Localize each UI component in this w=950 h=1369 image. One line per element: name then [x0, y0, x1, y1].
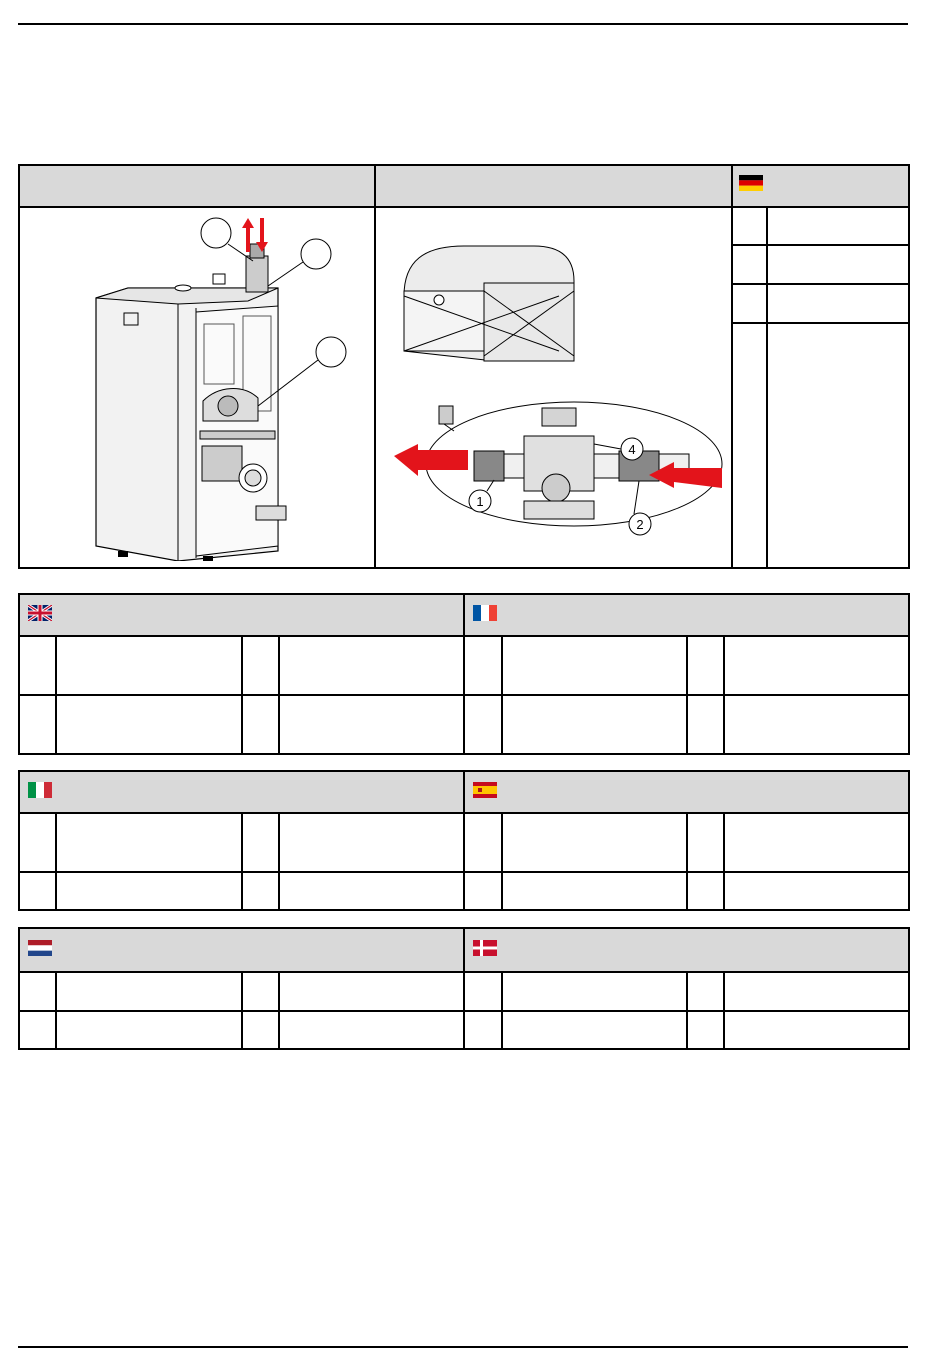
legend-col-divider: [723, 635, 725, 753]
main-table-legend-row-2: [733, 283, 908, 285]
legend-col-divider: [241, 635, 243, 753]
legend-col-divider: [55, 812, 57, 909]
callout-1: 1: [476, 494, 484, 509]
legend-table-it-es: [18, 770, 910, 911]
legend-col-divider: [463, 929, 465, 1048]
main-table-col-divider-2: [731, 166, 733, 567]
flag-fr-icon: [473, 605, 497, 621]
legend-header-it: [20, 772, 463, 812]
legend-col-divider: [723, 812, 725, 909]
main-table-header-left: [20, 166, 374, 206]
callout-4: 4: [628, 442, 636, 457]
legend-header-gb: [20, 595, 463, 635]
legend-col-divider: [463, 772, 465, 909]
legend-col-divider: [501, 812, 503, 909]
flag-nl-icon: [28, 940, 52, 956]
flag-dk-icon: [473, 940, 497, 956]
main-table-legend-row-3: [733, 322, 908, 324]
legend-header-es: [465, 772, 908, 812]
flag-gb-icon: [28, 605, 52, 621]
main-figure-table: [18, 164, 910, 569]
legend-header-nl: [20, 929, 463, 971]
legend-col-divider: [278, 812, 280, 909]
top-rule: [18, 23, 908, 25]
legend-col-divider: [55, 971, 57, 1048]
legend-col-divider: [55, 635, 57, 753]
main-table-legend-row-1: [733, 244, 908, 246]
main-table-header-middle: [376, 166, 731, 206]
legend-col-divider: [278, 635, 280, 753]
legend-col-divider: [463, 595, 465, 753]
flag-it-icon: [28, 782, 52, 798]
boiler-illustration: [78, 216, 378, 561]
legend-col-divider: [686, 635, 688, 753]
legend-col-divider: [686, 971, 688, 1048]
legend-col-divider: [241, 971, 243, 1048]
legend-col-divider: [501, 971, 503, 1048]
legend-col-divider: [501, 635, 503, 753]
legend-table-nl-dk: [18, 927, 910, 1050]
legend-col-divider: [278, 971, 280, 1048]
main-table-legend-num-divider: [766, 206, 768, 567]
tank-illustration: [384, 236, 729, 541]
legend-header-dk: [465, 929, 908, 971]
main-table-header-divider: [20, 206, 908, 208]
callout-2: 2: [636, 517, 644, 532]
flag-de-icon: [739, 175, 763, 191]
legend-col-divider: [241, 812, 243, 909]
bottom-rule: [18, 1346, 908, 1348]
legend-header-fr: [465, 595, 908, 635]
legend-col-divider: [723, 971, 725, 1048]
legend-table-gb-fr: [18, 593, 910, 755]
flag-es-icon: [473, 782, 497, 798]
legend-col-divider: [686, 812, 688, 909]
